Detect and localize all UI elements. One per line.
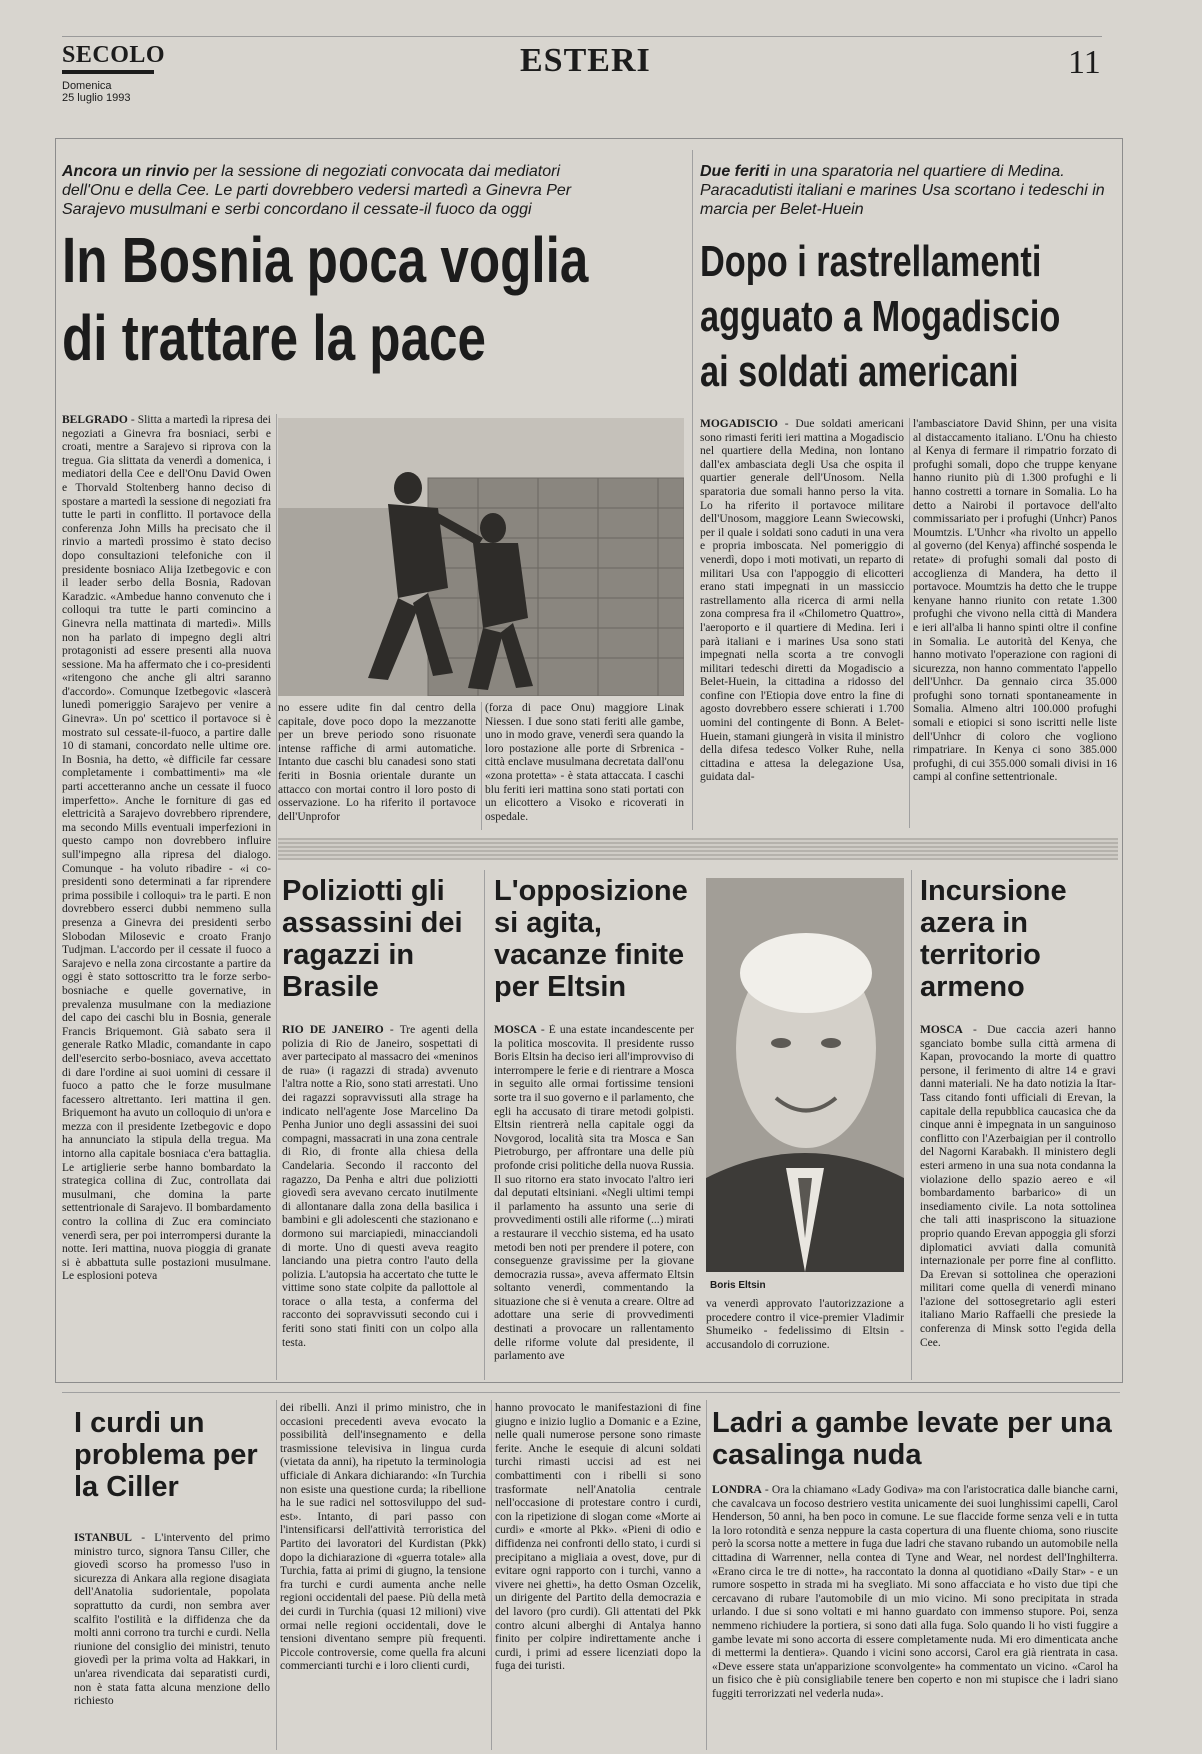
somalia-kicker [700, 162, 1110, 219]
somalia-headline-line2: agguato a Mogadiscio [700, 292, 1061, 341]
somalia-col2-text: l'ambasciatore David Shinn, per una visita al distaccamento italiano. L'Onu ha chiesto al Kenya di fermare il rimpatrio forzato di profughi somali, dopo che truppe kenyane hanno riunito più di 1.300 profughi e li hanno costretti a tornare in Somalia. Lo ha detto a Nairobi il portavoce dell'alto commissariato per i profughi (Unhcr) Panos Moumtzis. L'Unhcr «ha rivolto un appello al governo (del Kenya) affinché sospenda le retate» di profughi somali dal posto di accoglienza di Mandera, ha detto il portavoce. Moumtzis ha detto che le truppe kenyane hanno riunito con retate 1.300 profughi che vivono nella città di Mandera e ieri all'alba li hanno spinti oltre il confine in Somalia. Le autorità del Kenya, che hanno motivato l'operazione con ragioni di sicurezza, non hanno commentato l'appello dell'Unhcr. Da gennaio circa 35.000 profughi sono tornati spontaneamente in Somalia. Almeno altri 100.000 profughi somali e etiopici si sono iscritti nelle liste dell'Unhcr di coloro che vogliono rimpatriare. In Kenya ci sono 385.000 profughi, di cui 355.000 somali divisi in 16 campi al confine settentrionale. [913, 418, 1117, 784]
column-rule [911, 870, 912, 1380]
somalia-headline-line1: Dopo i rastrellamenti [700, 237, 1042, 286]
page-number: 11 [1068, 44, 1101, 81]
somalia-dateline: MOGADISCIO [700, 418, 778, 430]
eltsin-body: È una estate incandescente per la politica moscovita. Il presidente russo Boris Eltsin ha deciso ieri all'improvviso di interrompere le ferie e di rientrare a Mosca in seguito alle ormai fortissime tensioni sorte tra il suo governo e il parlamento, che egli ha accusato di tirare metodi golpisti. Eltsin rientrerà nella capitale oggi da Novgorod, località sita tra Mosca e San Pietroburgo, per affrontare una delle più profonde crisi politiche della nuova Russia. Il suo ritorno era stato invocato l'altro ieri dal deputati eltsiniani. «Negli ultimi tempi il parlamento ha assunto una serie di provvedimenti ostili alle riforme (...) mirati a restaurare il vecchio sistema, ed ha usato metodi ben noti per prendere il potere, con conseguenze gravissime per la giovane democrazia russa», aveva affermato Eltsin soltanto venerdì, commentando la situazione che si è venuta a creare. Oltre ad adottare una serie di provvedimenti destinati a provocare un rallentamento delle riforme volute dal presidente, il parlamento ave [494, 1024, 694, 1363]
somalia-kicker-lead: Due feriti [700, 163, 770, 180]
column-rule [491, 1400, 492, 1750]
bosnia-kicker [62, 162, 622, 219]
curdi-column-2 [280, 1402, 486, 1748]
armeno-column: MOSCA - Due caccia azeri hanno sganciato bombe sulla città armena di Kapan, provocando la morte di quattro persone, il ferimento di altre 14 e gravi danni materiali. Ne ha dato notizia la Itar-Tass citando fonti ufficiali di Erevan, la capitale della repubblica caucasica che da cinque anni è impegnata in un sanguinoso conflitto con l'Azerbaigian per il controllo del Nagorni Karabakh. Il ministero degli esteri armeno in una sua nota condanna la violazione dello spazio aereo e «il bombardamento barbarico» di un insediamento civile. La nota sottolinea che tali atti inaspriscono la situazione proprio quando Erevan appoggia gli sforzi diplomatici avviati dalla comunità internazionale per porre fine al conflitto. Da Erevan si sottolinea che operazioni militari come quella di venerdì minano l'azione del sottosegretario agli esteri italiano Mario Raffaelli che presiede la conferenza di Minsk sotto l'egida della Cee. [920, 1024, 1116, 1349]
top-rule [62, 36, 1102, 37]
somalia-column-1: MOGADISCIO - Due soldati americani sono rimasti feriti ieri mattina a Mogadiscio nel quartiere della Medina, non lontano dall'ex ambasciata degli Usa che ospita il quartier generale dell'Unosom. Nella sparatoria due somali hanno perso la vita. Lo ha riferito il portavoce militare dell'Unosom, maggiore Leann Swiecowski, per il quale i soldati sono caduti in una vera e propria imboscata. Nel pomeriggio di venerdì, dopo i moti motivati, un reparto di militari Usa con l'appoggio di elicotteri erano stati impegnati in un massiccio rastrellamento alla ricerca di armi nella zona compresa fra il «Chilometro Quattro», l'aeroporto e il quartiere di Medina. Ieri i parà italiani e i marines Usa sono stati impegnati nella scorta a tre convogli militari tedeschi diretti da Mogadiscio a Belet-Huein, la cittadina a ridosso del confine con l'Etiopia dove entro la fine di agosto dovrebbero essere schierati i 1.700 uomini del contingente di Bonn. A Belet-Huein, stamani giungerà in visita il ministro della difesa tedesco Volker Ruhe, nella cittadina e attesa la delegazione Usa, guidata dal- [700, 418, 904, 784]
brasile-dateline: RIO DE JANEIRO [282, 1024, 384, 1036]
column-rule [484, 870, 485, 1380]
bosnia-dateline: BELGRADO [62, 414, 128, 426]
somalia-col1-text: Due soldati americani sono rimasti feriti ieri mattina a Mogadiscio nel quartiere della Medina, non lontano dall'ex ambasciata degli Usa che ospita il quartier generale dell'Unosom. Nella sparatoria due somali hanno perso la vita. Lo ha riferito il portavoce militare dell'Unosom, maggiore Leann Swiecowski, per il quale i soldati sono caduti in una vera e propria imboscata. Nel pomeriggio di venerdì, dopo i moti motivati, un reparto di militari Usa con l'appoggio di elicotteri erano stati impegnati in un massiccio rastrellamento alla ricerca di armi nella zona compresa fra il «Chilometro Quattro», l'aeroporto e il quartiere di Medina. Ieri i parà italiani e i marines Usa sono stati impegnati nella scorta a tre convogli militari tedeschi diretti da Mogadiscio a Belet-Huein, la cittadina a ridosso del confine con l'Etiopia dove entro la fine di agosto dovrebbero essere schierati i 1.700 uomini del contingente di Bonn. A Belet-Huein, stamani giungerà in visita il ministro della difesa tedesco Volker Ruhe, nella cittadina e attesa la delegazione Usa, guidata dal- [700, 418, 904, 784]
curdi-col3-text: hanno provocato le manifestazioni di fine giugno e inizio luglio a Domanic e a Ezine, nelle quali numerose persone sono rimaste ferite. Anche le esequie di alcuni soldati turchi rimasti uccisi ad est nei combattimenti con i ribelli si sono trasformate nell'Anatolia centrale nell'occasione di protestare contro i curdi, con la ripetizione di slogan come «Morte ai curdi» e «morte al Pkk». «Pieni di odio e diffidenza nei confronti dello stato, i curdi si precipitano a migliaia a ovest, dove, pur di evitare ogni rapporto con i turchi, vanno a vivere nei ghetti», ha detto Osman Ozcelik, un dirigente del Partito della democrazia e del lavoro (pro curdi). Gli attentati del Pkk contro alcuni alberghi di Antalya hanno finito per colpire indirettamente anche i curdi, i primi ad essere licenziati dopo la fuga dei turisti. [495, 1402, 701, 1673]
bosnia-column-1: BELGRADO - Slitta a martedì la ripresa dei negoziati a Ginevra fra bosniaci, serbi e croati, mentre a Sarajevo si riprova con la tregua. Gia slittata da venerdì a domenica, i mediatori della Cee e dell'Onu David Owen e Thorvald Stoltenberg hanno deciso di spostare a martedì la sessione di negoziati fra tutte le parti in conflitto. Il portavoce della conferenza John Mills ha precisato che il rinvio a martedì prossimo è stato deciso dopo consultazioni telefoniche con il presidente bosniaco Alija Izetbegovic e con il leader serbo della Bosnia, Radovan Karadzic. «Ambedue hanno convenuto che i colloqui tra tutte le parti comincino a Ginevra nella mattinata di martedì». Mills non ha parlato di impegno degli altri protagonisti ad essere presenti alla nuova sessione. Ma ha affermato che i co-presidenti «ritengono che anche gli altri saranno d'accordo». Comunque Izetbegovic «lascerà lunedì pomeriggio Sarajevo per venire a Ginevra». Un po' scettico il portavoce si è mostrato sul cessate-il-fuoco, a partire dalle 10 di stamani, concordato nelle ultime ore. In Bosnia, ha detto, «è difficile far cessare completamente i combattimenti» ma «le parti accetteranno anche un cessate il fuoco imperfetto». Anche le forniture di gas ed elettricità a Sarajevo dovrebbero riprendere, ma secondo Mills eventuali imperfezioni in questo campo non dovrebbero influire sull'impegno alla ripresa del dialogo. Comunque - ha voluto ribadire - «i co-presidenti sono determinati a far riprendere prima possibile i colloqui» tra le parti. E non dovrebbero esserci dubbi nemmeno sulla presenza a Ginevra dei presidenti serbo Slobodan Milosevic e croato Franjo Tudjman. L'accordo per il cessate il fuoco a Sarajevo e nella zona circostante a partire da oggi è stato sottoscritto tra le forze serbo-bosniache e quelle governative, in prevalenza musulmane con la mediazione del capo dei caschi blu in Bosnia, generale Francis Briquemont. Già sabato sera il generale Ratko Mladic, comandante in capo dell'esercito serbo-bosniaco, aveva accettato di dare l'ordine ai suoi uomini di cessare il fuoco a patto che le forze musulmane facessero altrettanto. Ieri mattina il gen. Briquemont ha avuto un colloquio di un'ora e mezza con il presidente Izetbegovic e dopo ha annunciato la stipula della tregua. Ma intorno alla capitale bosniaca c'era battaglia. Le artiglierie serbe hanno bombardato la strategica collina di Zuc, controllata dai musulmani, che domina la parte settentrionale di Sarajevo. Il bombardamento contro la collina di Zuc era cominciato venerdì sera, per poi interrompersi durante la notte. Ieri mattina, nuova pioggia di granate si è abbattuta sulle postazioni musulmane. Le esplosioni poteva [62, 414, 271, 1283]
curdi-column-1: ISTANBUL - L'intervento del primo ministro turco, signora Tansu Ciller, che giovedì scorso ha promesso l'uso in sicurezza di Ankara alla regione disagiata dell'Anatolia sudorientale, popolata soprattutto da curdi, non sembra aver scalfito l'ostilità e la diffidenza che da molti anni corrono tra turchi e curdi. Nella riunione del consiglio dei ministri, tenuto giovedì per la prima volta ad Hakkari, in un'area rivendicata dai separatisti curdi, non è stata fatta alcuna menzione dello richiesto [74, 1532, 270, 1708]
bosnia-photo [278, 418, 684, 696]
brasile-column: RIO DE JANEIRO - Tre agenti della polizia di Rio de Janeiro, sospettati di aver partecipato al massacro dei «meninos de rua» (i ragazzi di strada) avvenuto l'altra notte a Rio, sono stati arrestati. Uno dei ragazzi sopravvissuti alla strage ha indicato nell'agente Jose Marcelino Da Penha Junior uno degli assassini dei suoi compagni, massacrati in una zona centrale di Rio, di fronte alla chiesa della Candelaria. Secondo il racconto del ragazzo, Da Penha e altri due poliziotti giovedì sera avevano cercato inutilmente di allontanare dalla zona della basilica i bambini e gli adolescenti che stazionano e dormono sui marciapiedi, minacciandoli di morte. Uno di questi aveva reagito lanciando una pietra contro l'auto della polizia. L'autopsia ha accertato che tutte le vittime sono state colpite da pallottole al torace o alla testa, a conferma del racconto dei sopravvissuti secondo cui i feriti sono stati finiti con un colpo alla testa. [282, 1024, 478, 1349]
section-separator-band [278, 838, 1118, 860]
eltsin-headline: L'opposizione si agita, vacanze finite per Eltsin [494, 875, 688, 1003]
eltsin-column: MOSCA - È una estate incandescente per la politica moscovita. Il presidente russo Boris Eltsin ha deciso ieri all'improvviso di interrompere le ferie e di rientrare a Mosca in seguito alle ormai fortissime tensioni sorte tra il suo governo e il parlamento, che egli ha accusato di tirare metodi golpisti. Eltsin rientrerà nella capitale oggi da Novgorod, località sita tra Mosca e San Pietroburgo, per affrontare una delle più profonde crisi politiche della nuova Russia. Il suo ritorno era stato invocato l'altro ieri dal deputati eltsiniani. «Negli ultimi tempi il parlamento ha assunto una serie di provvedimenti ostili alle riforme (...) mirati a restaurare il vecchio sistema, ed ha usato metodi ben noti per prendere il potere, con conseguenze gravissime per la giovane democrazia russa», aveva affermato Eltsin soltanto venerdì, commentando la situazione che si è venuta a creare. Oltre ad adottare una serie di provvedimenti destinati a provocare un rallentamento delle riforme volute dal presidente, il parlamento ave [494, 1024, 694, 1363]
eltsin-photo-image [706, 878, 904, 1272]
brasile-headline: Poliziotti gli assassini dei ragazzi in Brasile [282, 875, 463, 1003]
ladri-column: LONDRA - Ora la chiamano «Lady Godiva» ma con l'aristocratica dalle bianche carni, che cavalcava un focoso destriero vestita unicamente dei suoi lunghissimi capelli, Carol Henderson, 50 anni, ha ben poco in comune. Le sue flaccide forme senza veli e in tutta la loro rotondità e senza neppure la casta copertura di una fluente chioma, sono riuscite però la scorsa notte a mettere in fuga due ladri che stavano rubando un automobile nella cittadina di Warrenner, nella contea di Tyne and Wear, nel nordest dell'Inghilterra. «Erano circa le tre di notte», ha raccontato la donna al quotidiano «Daily Star» - e un rumore sospetto in strada mi ha svegliato. Mi sono affacciata e ho visto due tipi che cercavano di rubare l'automobile di un mio vicino. Mi sono precipitata in strada urlando. I due si sono voltati e mi hanno guardato con immenso stupore. Poi, senza nemmeno richiudere la portiera, si sono dati alla fuga. Solo quando li ho visti fuggire a gambe levate mi sono accorta di essere completamente nuda. Mi ero dimenticata anche di mettermi la dentiera». Quando i vicini sono accorsi, Carol era già rientrata in casa. «Deve essere stata un'apparizione sconvolgente» ha commentato un vicino. «Carol ha un fisico che è più consigliabile tenere ben coperto e non mi stupisce che i ladri siano fuggiti terrorizzati nel vederla nuda». [712, 1484, 1118, 1700]
issue-date [62, 80, 131, 104]
armeno-dateline: MOSCA [920, 1024, 963, 1036]
column-rule [481, 702, 482, 830]
issue-day: Domenica [62, 80, 112, 92]
column-rule [692, 150, 693, 830]
eltsin-photo-caption: Boris Eltsin [710, 1280, 766, 1291]
ladri-headline: Ladri a gambe levate per una casalinga nuda [712, 1407, 1112, 1471]
curdi-col2-text: dei ribelli. Anzi il primo ministro, che in occasioni precedenti aveva evocato la possibilità dell'insegnamento e della trasmissione televisiva in lingua curda (vietata da anni), ha ripetuto la terminologia ufficiale di Ankara dichiarando: «In Turchia non esiste una questione curda; la ribellione ha le sue radici nel sottosviluppo del sud-est». Intanto, di pari passo con l'intensificarsi dell'attività terroristica del Partito dei lavoratori del Kurdistan (Pkk) dopo la dichiarazione di «guerra totale» alla Turchia, fatta ai primi di giugno, la tensione fra turchi e curdi aumenta anche nelle regioni occidentali del paese. Più della metà dei curdi in Turchia (quasi 12 milioni) vive ormai nelle regioni occidentali, dove le tensioni diventano sempre più frequenti. Piccole controversie, come quella fra alcuni commercianti turchi e i loro clienti curdi, [280, 1402, 486, 1673]
eltsin-body-tail: va venerdì approvato l'autorizzazione a procedere contro il vice-premier Vladimir Shumeiko - fedelissimo di Eltsin - accusandolo di corruzione. [706, 1298, 904, 1351]
bosnia-column-3 [485, 702, 684, 832]
brasile-body: Tre agenti della polizia di Rio de Janeiro, sospettati di aver partecipato al massacro dei «meninos de rua» (i ragazzi di strada) avvenuto l'altra notte a Rio, sono stati arrestati. Uno dei ragazzi sopravvissuti alla strage ha indicato nell'agente Jose Marcelino Da Penha Junior uno degli assassini dei suoi compagni, massacrati in una zona centrale di Rio, di fronte alla chiesa della Candelaria. Secondo il racconto del ragazzo, Da Penha e altri due poliziotti giovedì sera avevano cercato inutilmente di allontanare dalla zona della basilica i bambini e gli adolescenti che stazionano e dormono sui marciapiedi, minacciandoli di morte. Uno di questi aveva reagito lanciando una pietra contro l'auto della polizia. L'autopsia ha accertato che tutte le vittime sono state colpite da pallottole al torace o alla testa, a conferma del racconto dei sopravvissuti secondo cui i feriti sono stati finiti con un colpo alla testa. [282, 1024, 478, 1349]
ladri-body: Ora la chiamano «Lady Godiva» ma con l'aristocratica dalle bianche carni, che cavalcava un focoso destriero vestita unicamente dei suoi lunghissimi capelli, Carol Henderson, 50 anni, ha ben poco in comune. Le sue flaccide forme senza veli e in tutta la loro rotondità e senza neppure la casta copertura di una fluente chioma, sono riuscite però la scorsa notte a mettere in fuga due ladri che stavano rubando un automobile nella cittadina di Warrenner, nella contea di Tyne and Wear, nel nordest dell'Inghilterra. «Erano circa le tre di notte», ha raccontato la donna al quotidiano «Daily Star» - e un rumore sospetto in strada mi ha svegliato. Mi sono affacciata e ho visto due tipi che cercavano di rubare l'automobile di un mio vicino. Mi sono precipitata in strada urlando. I due si sono voltati e mi hanno guardato con immenso stupore. Poi, senza nemmeno richiudere la portiera, si sono dati alla fuga. Solo quando li ho visti fuggire a gambe levate mi sono accorta di essere completamente nuda. Mi ero dimenticata anche di mettermi la dentiera». Quando i vicini sono accorsi, Carol era già rientrata in casa. «Deve essere stata un'apparizione sconvolgente» ha commentato un vicino. «Carol ha un fisico che è più consigliabile tenere ben coperto e non mi stupisce che i ladri siano fuggiti terrorizzati nel vederla nuda». [712, 1484, 1118, 1700]
bosnia-kicker-text: per la sessione di negoziati convocata dai mediatori dell'Onu e della Cee. Le parti dovrebbero vedersi martedì a Ginevra Per Sarajevo musulmani e serbi concordano il cessate-il fuoco da oggi [62, 163, 572, 218]
curdi-headline: I curdi un problema per la Ciller [74, 1407, 258, 1503]
issue-date-value: 25 luglio 1993 [62, 92, 131, 104]
column-rule [276, 414, 277, 1380]
bosnia-photo-image [278, 418, 684, 696]
curdi-dateline: ISTANBUL [74, 1532, 132, 1544]
somalia-kicker-text: in una sparatoria nel quartiere di Medina. Paracadutisti italiani e marines Usa scortano i tedeschi in marcia per Belet-Huein [700, 163, 1105, 218]
armeno-body: Due caccia azeri hanno sganciato bombe sulla città armena di Kapan, provocando la morte di quattro persone, il ferimento di altre 14 e gravi danni materiali. Ne ha dato notizia la Itar-Tass citando fonti ufficiali di Erevan, la capitale della repubblica caucasica che da cinque anni è impegnata in un sanguinoso conflitto con l'Azerbaigian per il controllo del Nagorni Karabakh. Il ministero degli esteri armeno in una sua nota condanna la violazione dello spazio aereo e «il bombardamento barbarico» di un insediamento civile. La nota sottolinea che tali atti inaspriscono la situazione proprio quando Erevan appoggia gli sforzi diplomatici avviati dalla comunità internazionale per porre fine al conflitto. Da Erevan si sottolinea che operazioni militari come quella di venerdì minano l'azione del sottosegretario agli esteri italiano Mario Raffaelli che presiede la conferenza di Minsk sotto l'egida della Cee. [920, 1024, 1116, 1349]
newspaper-logo: SECOLO [62, 42, 166, 68]
bosnia-col1-text: Slitta a martedì la ripresa dei negoziati a Ginevra fra bosniaci, serbi e croati, mentre a Sarajevo si riprova con la tregua. Gia slittata da venerdì a domenica, i mediatori della Cee e dell'Onu David Owen e Thorvald Stoltenberg hanno deciso di spostare a martedì la sessione di negoziati fra tutte le parti in conflitto. Il portavoce della conferenza John Mills ha precisato che il rinvio a martedì prossimo è stato deciso dopo consultazioni telefoniche con il presidente bosniaco Alija Izetbegovic e con il leader serbo della Bosnia, Radovan Karadzic. «Ambedue hanno convenuto che i colloqui tra tutte le parti comincino a Ginevra nella mattinata di martedì». Mills non ha parlato di impegno degli altri protagonisti ad essere presenti alla nuova sessione. Ma ha affermato che i co-presidenti «ritengono che anche gli altri saranno d'accordo». Comunque Izetbegovic «lascerà lunedì pomeriggio Sarajevo per venire a Ginevra». Un po' scettico il portavoce si è mostrato sul cessate-il-fuoco, a partire dalle 10 di stamani, concordato nelle ultime ore. In Bosnia, ha detto, «è difficile far cessare completamente i combattimenti» ma «le parti accetteranno anche un cessate il fuoco imperfetto». Anche le forniture di gas ed elettricità a Sarajevo dovrebbero riprendere, ma secondo Mills eventuali imperfezioni in questo campo non dovrebbero influire sull'impegno alla ripresa del dialogo. Comunque - ha voluto ribadire - «i co-presidenti sono determinati a far riprendere prima possibile i colloqui» tra le parti. E non dovrebbero esserci dubbi nemmeno sulla presenza a Ginevra dei presidenti serbo Slobodan Milosevic e croato Franjo Tudjman. L'accordo per il cessate il fuoco a Sarajevo e nella zona circostante a partire da oggi è stato sottoscritto tra le forze serbo-bosniache e quelle governative, in prevalenza musulmane con la mediazione del capo dei caschi blu in Bosnia, generale Francis Briquemont. Già sabato sera il generale Ratko Mladic, comandante in capo dell'esercito serbo-bosniaco, aveva accettato di dare l'ordine ai suoi uomini di cessare il fuoco a patto che le forze musulmane facessero altrettanto. Ieri mattina il gen. Briquemont ha avuto un colloquio di un'ora e mezza con il presidente Izetbegovic e dopo ha annunciato la stipula della tregua. Ma intorno alla capitale bosniaca c'era battaglia. Le artiglierie serbe hanno bombardato la strategica collina di Zuc, controllata dai musulmani, che domina la parte settentrionale di Sarajevo. Il bombardamento contro la collina di Zuc era cominciato venerdì sera, per poi interrompersi durante la notte. Ieri mattina, nuova pioggia di granate si è abbattuta sulle postazioni musulmane. Le esplosioni poteva [62, 414, 271, 1283]
bosnia-col2-text: no essere udite fin dal centro della capitale, dove poco dopo la mezzanotte per un breve periodo sono risuonate intense raffiche di armi automatiche. Intanto due caschi blu canadesi sono stati feriti in Bosnia orientale durante un attacco con mortai contro il loro posto di osservazione. Lo ha riferito il portavoce dell'Unprofor [278, 702, 476, 823]
bosnia-headline-line2: di trattare la pace [62, 302, 486, 374]
bosnia-headline-line1: In Bosnia poca voglia [62, 224, 589, 296]
somalia-column-2 [913, 418, 1117, 830]
armeno-headline: Incursione azera in territorio armeno [920, 875, 1067, 1003]
somalia-headline-line3: ai soldati americani [700, 347, 1019, 396]
bosnia-col3-text: (forza di pace Onu) maggiore Linak Niessen. I due sono stati feriti alle gambe, uno in modo grave, venerdì sera quando la loro postazione alle porte di Srbrenica - città enclave musulmana decretata dall'onu «zona protetta» - è stata attaccata. I caschi blu feriti ieri mattina sono stati portati con un elicottero a Visoko e ricoverati in ospedale. [485, 702, 684, 823]
column-rule [909, 418, 910, 828]
curdi-col1-text: L'intervento del primo ministro turco, signora Tansu Ciller, che giovedì scorso ha promesso l'uso in sicurezza di Ankara alla regione disagiata dell'Anatolia sudorientale, popolata soprattutto da curdi, non sembra aver scalfito l'ostilità e la diffidenza che da molti anni corrono tra turchi e curdi. Nella riunione del consiglio dei ministri, tenuto giovedì per la prima volta ad Hakkari, in un'area rivendicata dai separatisti curdi, non è stata fatta alcuna menzione dello richiesto [74, 1532, 270, 1708]
logo-underline [62, 70, 154, 74]
bosnia-column-2 [278, 702, 476, 832]
column-rule [706, 1400, 707, 1750]
section-title: ESTERI [520, 42, 651, 79]
eltsin-dateline: MOSCA [494, 1024, 537, 1036]
section-rule [62, 1392, 1120, 1393]
curdi-column-3 [495, 1402, 701, 1748]
bosnia-kicker-lead: Ancora un rinvio [62, 163, 190, 180]
column-rule [276, 1400, 277, 1750]
eltsin-column-tail [706, 1298, 904, 1380]
eltsin-photo [706, 878, 904, 1272]
ladri-dateline: LONDRA [712, 1484, 762, 1496]
